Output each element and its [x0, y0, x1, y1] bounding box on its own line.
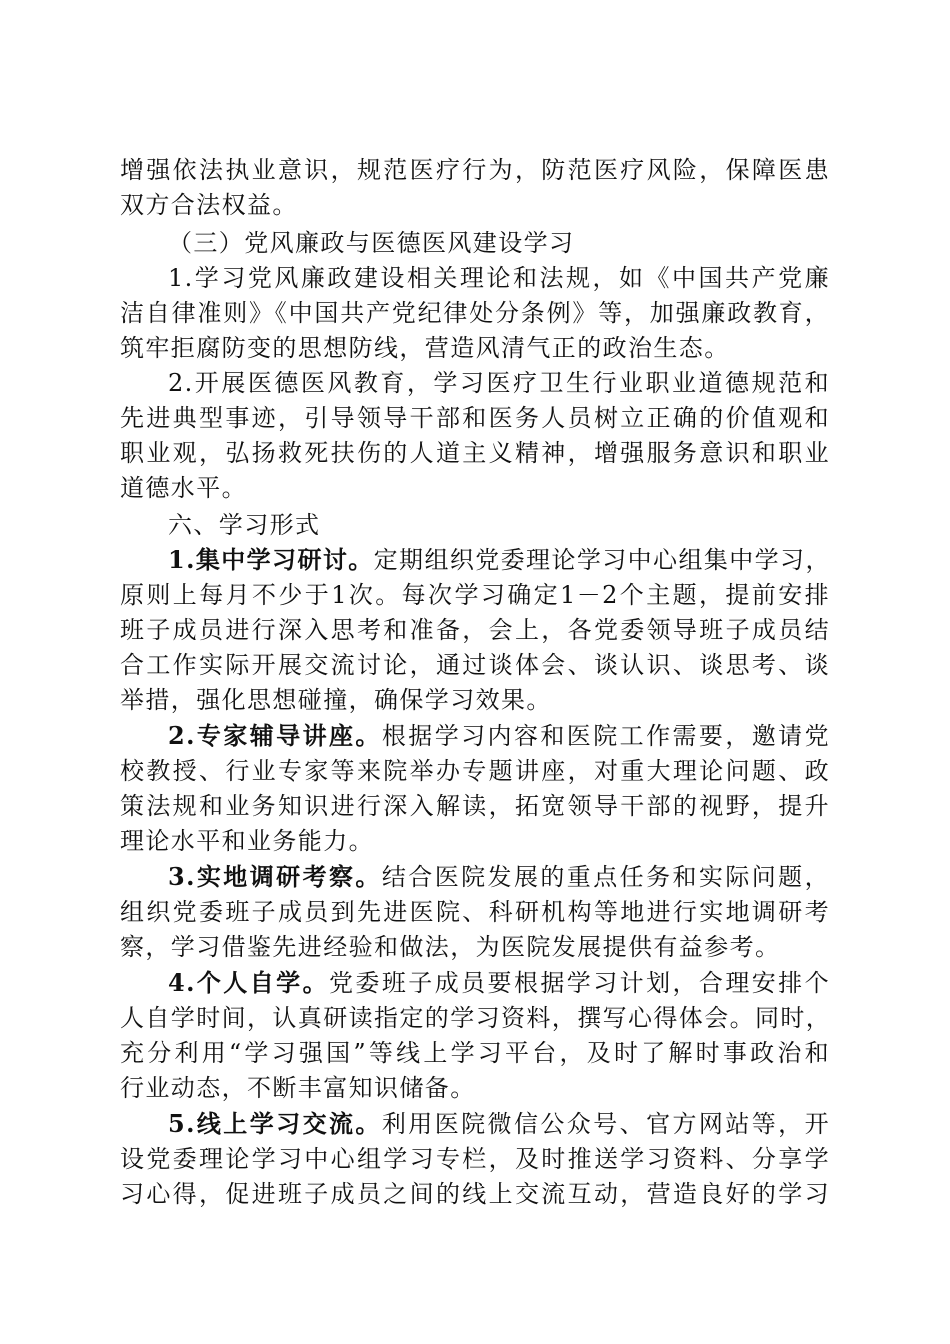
paragraph-first-line	[168, 1108, 830, 1140]
section-heading: （三）党风廉政与医德医风建设学习	[168, 229, 575, 257]
body-text-line: 察，学习借鉴先进经验和做法，为医院发展提供有益参考。	[120, 933, 781, 961]
paragraph-first-line	[168, 720, 830, 752]
body-text-line: 原则上每月不少于1次。每次学习确定1－2个主题，提前安排	[120, 581, 830, 609]
body-text-line: 人自学时间，认真研读指定的学习资料，撰写心得体会。同时，	[120, 1004, 832, 1032]
item-title: 5.线上学习交流。	[168, 1109, 382, 1138]
body-text-line: 充分利用“学习强国”等线上学习平台，及时了解时事政治和	[120, 1039, 830, 1067]
body-text-line: 策法规和业务知识进行深入解读，拓宽领导干部的视野，提升	[120, 792, 830, 820]
item-title: 2.专家辅导讲座。	[168, 721, 382, 750]
body-text-line: 校教授、行业专家等来院举办专题讲座，对重大理论问题、政	[120, 757, 830, 785]
paragraph-first-line	[168, 544, 830, 576]
body-text-line: 行业动态，不断丰富知识储备。	[120, 1074, 476, 1102]
item-text: 根据学习内容和医院工作需要，邀请党	[381, 722, 830, 750]
item-title: 4.个人自学。	[168, 968, 329, 997]
item-title: 1.集中学习研讨。	[168, 545, 374, 574]
body-text-line: 职业观，弘扬救死扶伤的人道主义精神，增强服务意识和职业	[120, 439, 830, 467]
item-text: 利用医院微信公众号、官方网站等，开	[381, 1110, 830, 1138]
body-text-line: 洁自律准则》《中国共产党纪律处分条例》等，加强廉政教育，	[120, 299, 830, 327]
body-text-line: 合工作实际开展交流讨论，通过谈体会、谈认识、谈思考、谈	[120, 651, 830, 679]
item-text: 定期组织党委理论学习中心组集中学习，	[373, 546, 831, 574]
body-text-line: 习心得，促进班子成员之间的线上交流互动，营造良好的学习	[120, 1180, 830, 1208]
body-text-line: 班子成员进行深入思考和准备，会上，各党委领导班子成员结	[120, 616, 830, 644]
body-text-line: 举措，强化思想碰撞，确保学习效果。	[120, 686, 552, 714]
body-text-line: 道德水平。	[120, 474, 247, 502]
paragraph-first-line: 2.开展医德医风教育，学习医疗卫生行业职业道德规范和	[168, 369, 830, 397]
paragraph-first-line: 1.学习党风廉政建设相关理论和法规，如《中国共产党廉	[168, 264, 830, 292]
body-text-line: 增强依法执业意识，规范医疗行为，防范医疗风险，保障医患	[120, 156, 830, 184]
body-text-line: 设党委理论学习中心组学习专栏，及时推送学习资料、分享学	[120, 1145, 830, 1173]
paragraph-first-line	[168, 861, 830, 893]
body-text-line: 双方合法权益。	[120, 191, 298, 219]
item-title: 3.实地调研考察。	[168, 862, 382, 891]
item-text: 结合医院发展的重点任务和实际问题，	[381, 863, 830, 891]
body-text-line: 理论水平和业务能力。	[120, 827, 374, 855]
body-text-line: 先进典型事迹，引导领导干部和医务人员树立正确的价值观和	[120, 404, 830, 432]
paragraph-first-line	[168, 967, 830, 999]
section-heading: 六、学习形式	[168, 511, 321, 539]
body-text-line: 筑牢拒腐防变的思想防线，营造风清气正的政治生态。	[120, 334, 730, 362]
body-text-line: 组织党委班子成员到先进医院、科研机构等地进行实地调研考	[120, 898, 830, 926]
item-text: 党委班子成员要根据学习计划，合理安排个	[329, 969, 830, 997]
